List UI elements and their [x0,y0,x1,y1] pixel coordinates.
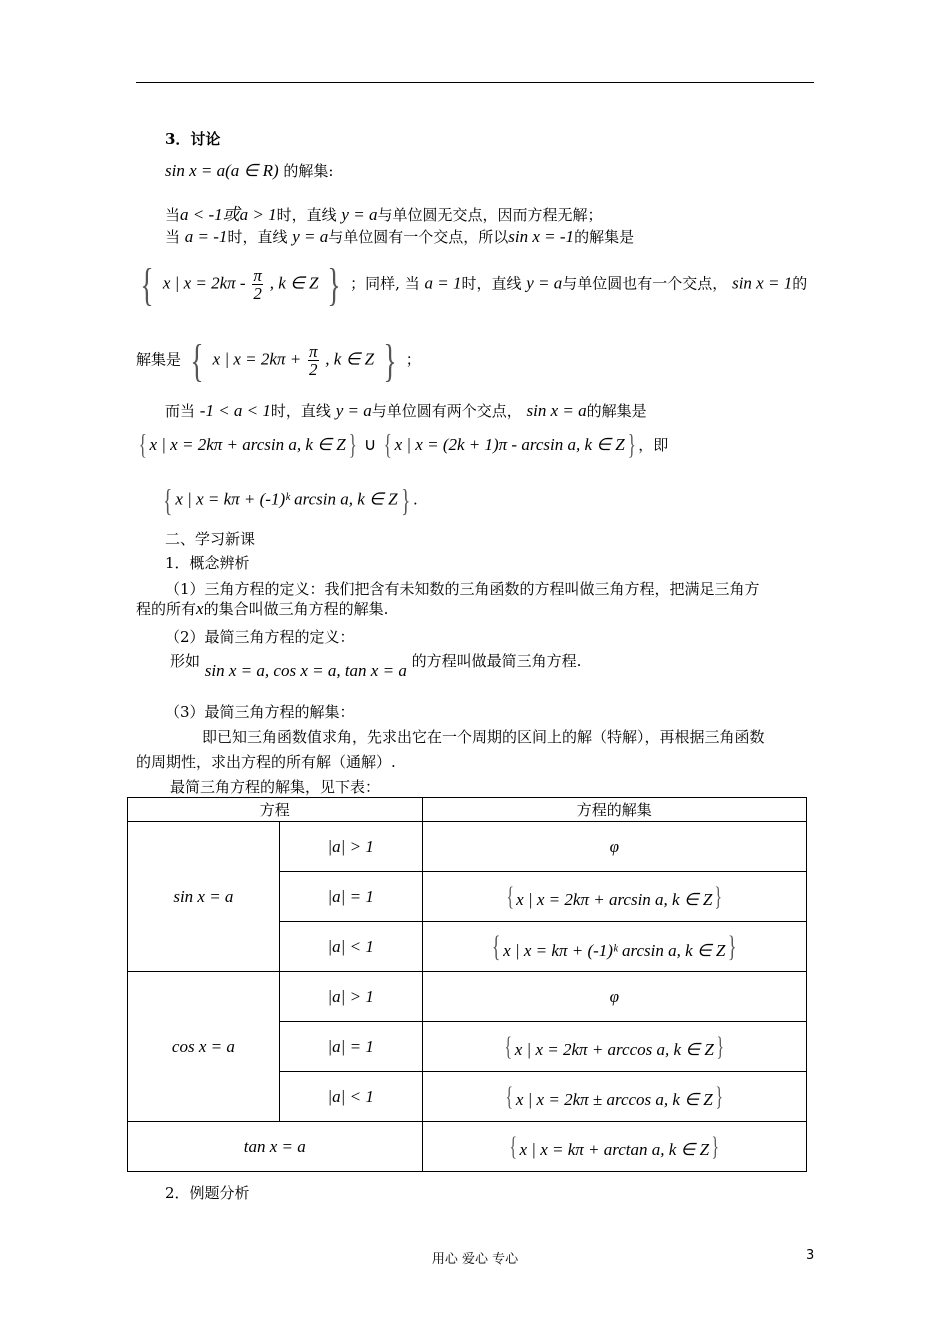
sin-solution-lt-1: { x | x = kπ + (-1)ᵏ arcsin a, k ∈ Z} [422,922,806,972]
union-set-b: x | x = (2k + 1)π - arcsin a, k ∈ Z [394,435,625,454]
brace-right: } [348,430,357,461]
brace-right: } [627,430,636,461]
section-3-title: 3．讨论 [165,130,221,148]
brace-left: { [138,430,147,461]
solution-is-label: 解集是 [136,350,182,369]
set-minus-pi-over-2-line [136,258,807,311]
fraction-denominator: 2 [253,284,262,303]
condition-gt-1: |a| > 1 [279,822,422,872]
header-equation: 方程 [128,798,423,822]
cos-solution-lt-1: { x | x = 2kπ ± arccos a, k ∈ Z} [422,1072,806,1122]
cos-solution-lt-1-text: x | x = 2kπ ± arccos a, k ∈ Z [515,1089,713,1109]
fraction-denominator: 2 [309,360,318,379]
case2-text-2: 与单位圆有一个交点，所以 [328,228,509,246]
section-2-title: 二、学习新课 [165,530,256,548]
definition-3-line-2: 的周期性，求出方程的所有解（通解）. [136,753,396,771]
cos-solution-eq-1: { x | x = 2kπ + arccos a, k ∈ Z} [422,1022,806,1072]
fraction-numerator: π [253,266,262,285]
def1-text-2: 的集合叫做三角方程的解集. [203,600,389,618]
fraction-pi-over-2 [252,267,263,302]
definition-3-title: （3）最简三角方程的解集： [165,703,355,721]
case2-text-3: 的解集是 [574,228,635,246]
case4-prefix: 而当 [165,402,196,420]
def2-prefix: 形如 [170,652,201,670]
sin-def-equation: sin x = a(a ∈ R) [165,161,279,180]
period: . [412,490,418,509]
sin-solution-eq-1-text: x | x = 2kπ + arcsin a, k ∈ Z [516,889,713,909]
case-no-solution [165,200,602,225]
definition-2-title: （2）最简三角方程的定义： [165,628,355,646]
combined-set-line [160,482,418,519]
brace-left: { [383,430,392,461]
set-plus-pi2-post: , k ∈ Z [325,349,375,369]
line-equation: y = a [341,205,378,224]
brace-left: { [190,335,204,386]
case4-text: 时，直线 [270,402,331,420]
solution-empty: φ [422,822,806,872]
subsection-2-title: 2．例题分析 [165,1184,250,1202]
combined-set: x | x = kπ + (-1)ᵏ arcsin a, k ∈ Z [175,489,398,509]
definition-3-line-1: 即已知三角函数值求角，先求出它在一个周期的区间上的解（特解），再根据三角函数 [202,728,765,746]
condition-gt-1: |a| > 1 [279,972,422,1022]
case1-prefix: 当 [165,206,181,224]
case1-text: 时，直线 [276,206,337,224]
case-two-intersections [165,400,647,421]
solution-table [127,797,807,1172]
condition-lt-1: |a| < 1 [279,1072,422,1122]
case2-condition: a = -1 [184,227,228,246]
fraction-pi-over-2 [308,343,319,378]
brace-right: } [383,335,397,386]
tan-solution: { x | x = kπ + arctan a, k ∈ Z} [422,1122,806,1172]
case2-prefix: 当 [165,228,181,246]
cos-equation-cell: cos x = a [128,972,280,1122]
set-plus-pi-over-2-line [136,334,421,387]
line-equation: y = a [526,273,563,293]
line-equation: y = a [292,227,329,246]
case4-condition: -1 < a < 1 [199,401,271,420]
case3-condition: a = 1 [424,273,462,293]
solution-set-label: 的解集: [283,162,334,180]
condition-eq-1: |a| = 1 [279,872,422,922]
ie-text: ，即 [638,436,669,454]
union-sets-line [136,430,668,462]
header-rule [136,82,814,83]
solution-empty: φ [422,972,806,1022]
sin-eq-line [165,160,333,181]
condition-lt-1: |a| < 1 [279,922,422,972]
def1-text: 程的所有 [136,600,197,618]
fraction-numerator: π [308,342,318,361]
line-equation: y = a [335,401,372,420]
definition-2-line [170,650,582,680]
brace-right: } [327,259,341,310]
page-number: 3 [806,1248,815,1263]
set-minus-pi2-pre: x | x = 2kπ - [162,273,246,293]
header-solution-set: 方程的解集 [422,798,806,822]
case3-text: 时，直线 [461,274,522,293]
sin-solution-lt-1-text: x | x = kπ + (-1)ᵏ arcsin a, k ∈ Z [503,940,726,960]
similarly-text: ；同样, 当 [350,274,420,293]
tan-solution-text: x | x = kπ + arctan a, k ∈ Z [519,1139,710,1159]
page-footer: 用心 爱心 专心 [431,1252,519,1267]
set-plus-pi2-pre: x | x = 2kπ + [212,349,302,369]
definition-1-line-1: （1）三角方程的定义：我们把含有未知数的三角函数的方程叫做三角方程，把满足三角方 [165,580,760,598]
def2-suffix: 的方程叫做最简三角方程. [411,652,582,670]
sin-solution-eq-1: { x | x = 2kπ + arcsin a, k ∈ Z} [422,872,806,922]
case1-condition: a < -1或a > 1 [180,205,277,224]
simplest-equations: sin x = a, cos x = a, tan x = a [204,661,407,680]
case3-text-2: 与单位圆也有一个交点， [562,274,728,293]
brace-left: { [163,482,173,518]
case3-de: 的 [792,274,808,293]
case2-equation: sin x = -1 [508,227,575,246]
case-a-minus-one [165,226,634,247]
case1-text-2: 与单位圆无交点，因而方程无解； [377,206,603,224]
table-intro: 最简三角方程的解集，见下表： [170,778,381,796]
set-minus-pi2-post: , k ∈ Z [269,273,319,293]
union-symbol: ∪ [363,435,377,454]
brace-right: } [400,482,410,518]
variable-x: x [196,599,204,618]
condition-eq-1: |a| = 1 [279,1022,422,1072]
case2-text: 时，直线 [227,228,288,246]
case4-text-2: 与单位圆有两个交点， [371,402,522,420]
case4-equation: sin x = a [526,401,587,420]
semicolon: ； [405,350,421,369]
tan-equation-cell: tan x = a [128,1122,423,1172]
sin-equation-cell: sin x = a [128,822,280,972]
case4-text-3: 的解集是 [586,402,647,420]
subsection-1-title: 1．概念辨析 [165,554,250,572]
case3-equation: sin x = 1 [732,273,793,293]
union-set-a: x | x = 2kπ + arcsin a, k ∈ Z [149,435,346,454]
definition-1-line-2 [136,598,388,619]
cos-solution-eq-1-text: x | x = 2kπ + arccos a, k ∈ Z [514,1039,714,1059]
brace-left: { [140,259,154,310]
